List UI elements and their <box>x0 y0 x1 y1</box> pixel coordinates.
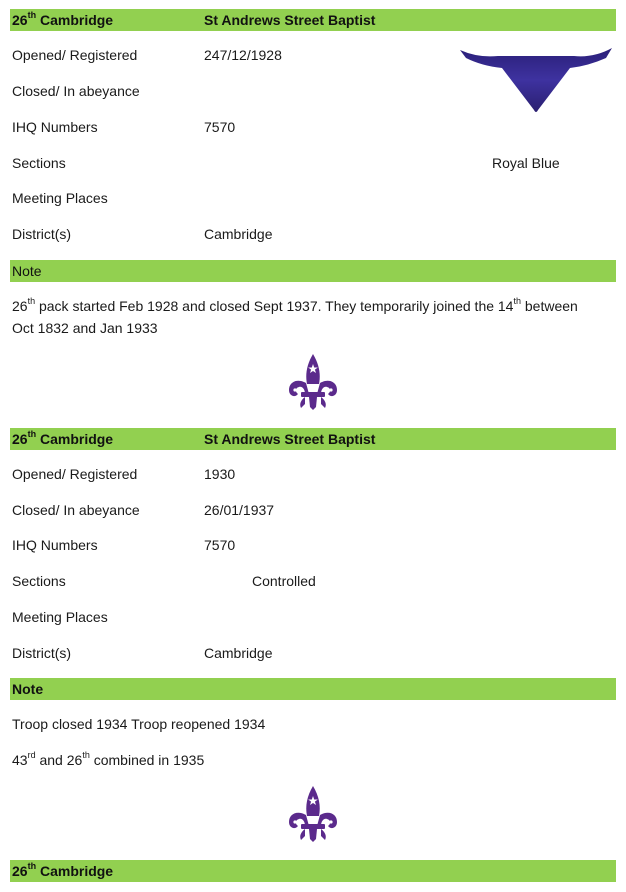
record-1-note-bar <box>10 260 616 282</box>
record-1-opened-value: 247/12/1928 <box>204 47 282 63</box>
record-1-district-value: Cambridge <box>204 226 273 242</box>
record-2-header-bar <box>10 428 616 450</box>
record-3-group-name: 26th Cambridge <box>12 861 114 879</box>
record-2-note-line-1: Troop closed 1934 Troop reopened 1934 <box>12 716 266 732</box>
record-1-district-label: District(s) <box>12 226 72 242</box>
record-2-sections-value: Controlled <box>252 573 316 589</box>
record-1-group-name: 26th Cambridge <box>12 10 114 28</box>
record-2-ihq-value: 7570 <box>204 537 236 553</box>
record-2-meeting-label: Meeting Places <box>12 609 108 625</box>
record-2-ihq-label: IHQ Numbers <box>12 537 98 553</box>
record-2-opened-label: Opened/ Registered <box>12 466 138 482</box>
record-2-closed-value: 26/01/1937 <box>204 502 275 518</box>
fleur-de-lis-icon <box>283 352 343 412</box>
neckerchief-icon <box>458 44 614 114</box>
record-2-closed-label: Closed/ In abeyance <box>12 502 140 518</box>
record-2-sections-label: Sections <box>12 573 66 589</box>
record-1-header-bar <box>10 9 616 31</box>
record-1-sections-label: Sections <box>12 155 66 171</box>
record-1-sponsor: St Andrews Street Baptist <box>204 12 376 28</box>
record-1-note-text: 26th pack started Feb 1928 and closed Sept 1937. They temporarily joined the 14th between Oct 1832 and Jan 1933 <box>12 296 578 336</box>
record-1-note-label: Note <box>12 263 42 279</box>
record-3-header-bar <box>10 860 616 882</box>
record-2-note-label: Note <box>12 681 44 697</box>
record-2-note-line-2: 43rd and 26th combined in 1935 <box>12 750 205 768</box>
record-1-scarf-colour: Royal Blue <box>492 155 560 171</box>
fleur-de-lis-icon <box>283 784 343 844</box>
record-1-closed-label: Closed/ In abeyance <box>12 83 140 99</box>
record-1-opened-label: Opened/ Registered <box>12 47 138 63</box>
record-2-note-bar <box>10 678 616 700</box>
record-1-ihq-label: IHQ Numbers <box>12 119 98 135</box>
record-1-ihq-value: 7570 <box>204 119 236 135</box>
record-2-group-name: 26th Cambridge <box>12 429 114 447</box>
record-2-sponsor: St Andrews Street Baptist <box>204 431 376 447</box>
record-2-district-label: District(s) <box>12 645 72 661</box>
record-2-district-value: Cambridge <box>204 645 273 661</box>
record-2-opened-value: 1930 <box>204 466 236 482</box>
record-1-meeting-label: Meeting Places <box>12 190 108 206</box>
